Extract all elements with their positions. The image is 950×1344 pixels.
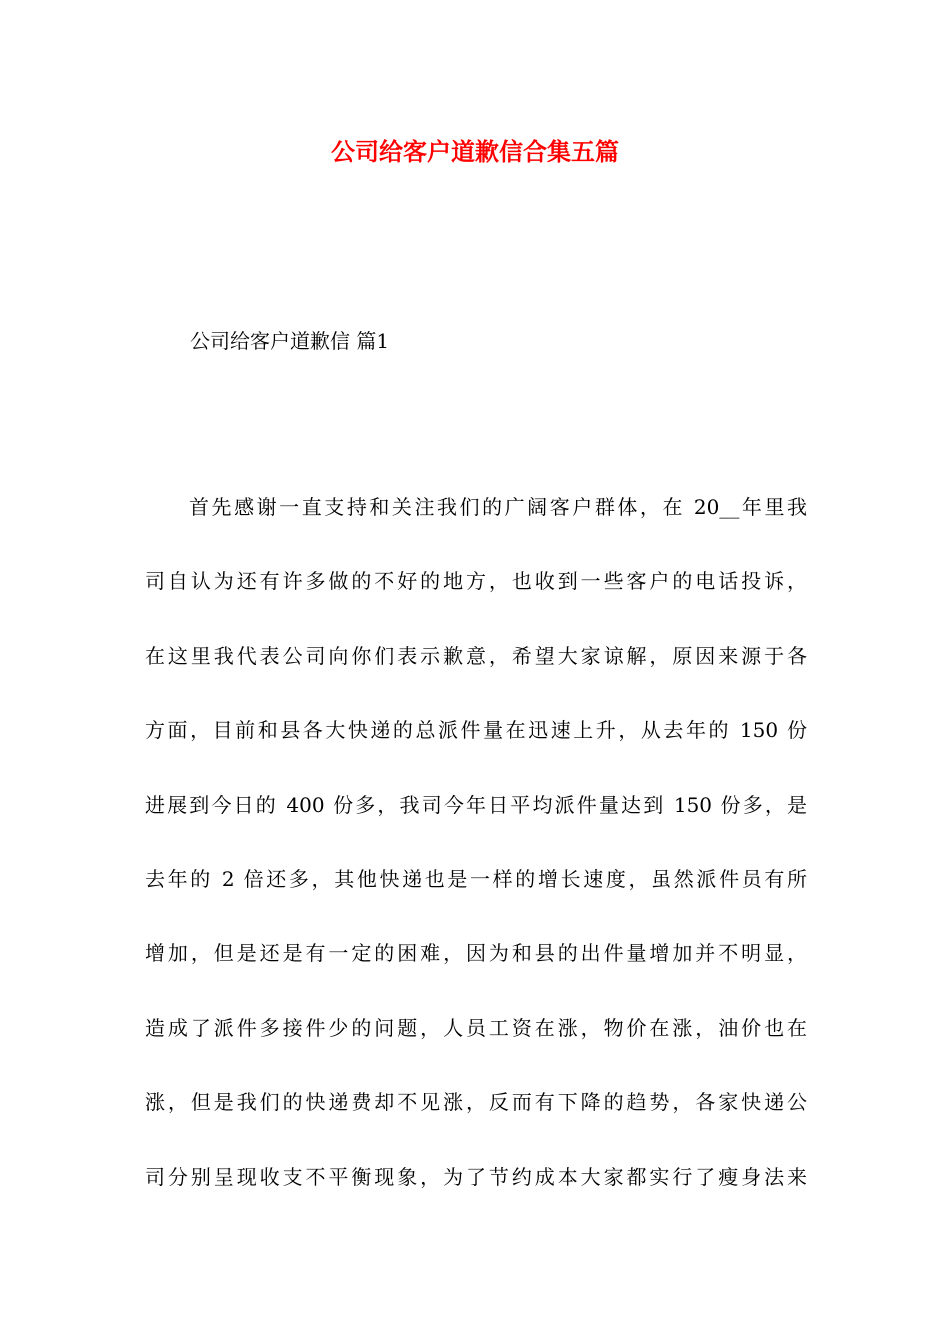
paragraph-line: 去年的 2 倍还多，其他快递也是一样的增长速度，虽然派件员有所	[145, 866, 807, 891]
paragraph-line: 增加，但是还是有一定的困难，因为和县的出件量增加并不明显，	[145, 941, 807, 966]
paragraph-line: 方面，目前和县各大快递的总派件量在迅速上升，从去年的 150 份	[145, 718, 807, 743]
letter-paragraph	[145, 470, 807, 1214]
section-heading: 公司给客户道歉信 篇1	[190, 329, 390, 353]
document-title: 公司给客户道歉信合集五篇	[331, 137, 619, 166]
paragraph-line: 在这里我代表公司向你们表示歉意，希望大家谅解，原因来源于各	[145, 643, 807, 668]
paragraph-line: 涨，但是我们的快递费却不见涨，反而有下降的趋势，各家快递公	[145, 1090, 807, 1115]
paragraph-line: 进展到今日的 400 份多，我司今年日平均派件量达到 150 份多，是	[145, 792, 807, 817]
paragraph-line: 造成了派件多接件少的问题，人员工资在涨，物价在涨，油价也在	[145, 1015, 807, 1040]
paragraph-line: 司分别呈现收支不平衡现象，为了节约成本大家都实行了瘦身法来	[145, 1164, 807, 1189]
paragraph-line: 首先感谢一直支持和关注我们的广阔客户群体，在 20__年里我	[189, 495, 807, 519]
paragraph-line: 司自认为还有许多做的不好的地方，也收到一些客户的电话投诉，	[145, 569, 807, 594]
